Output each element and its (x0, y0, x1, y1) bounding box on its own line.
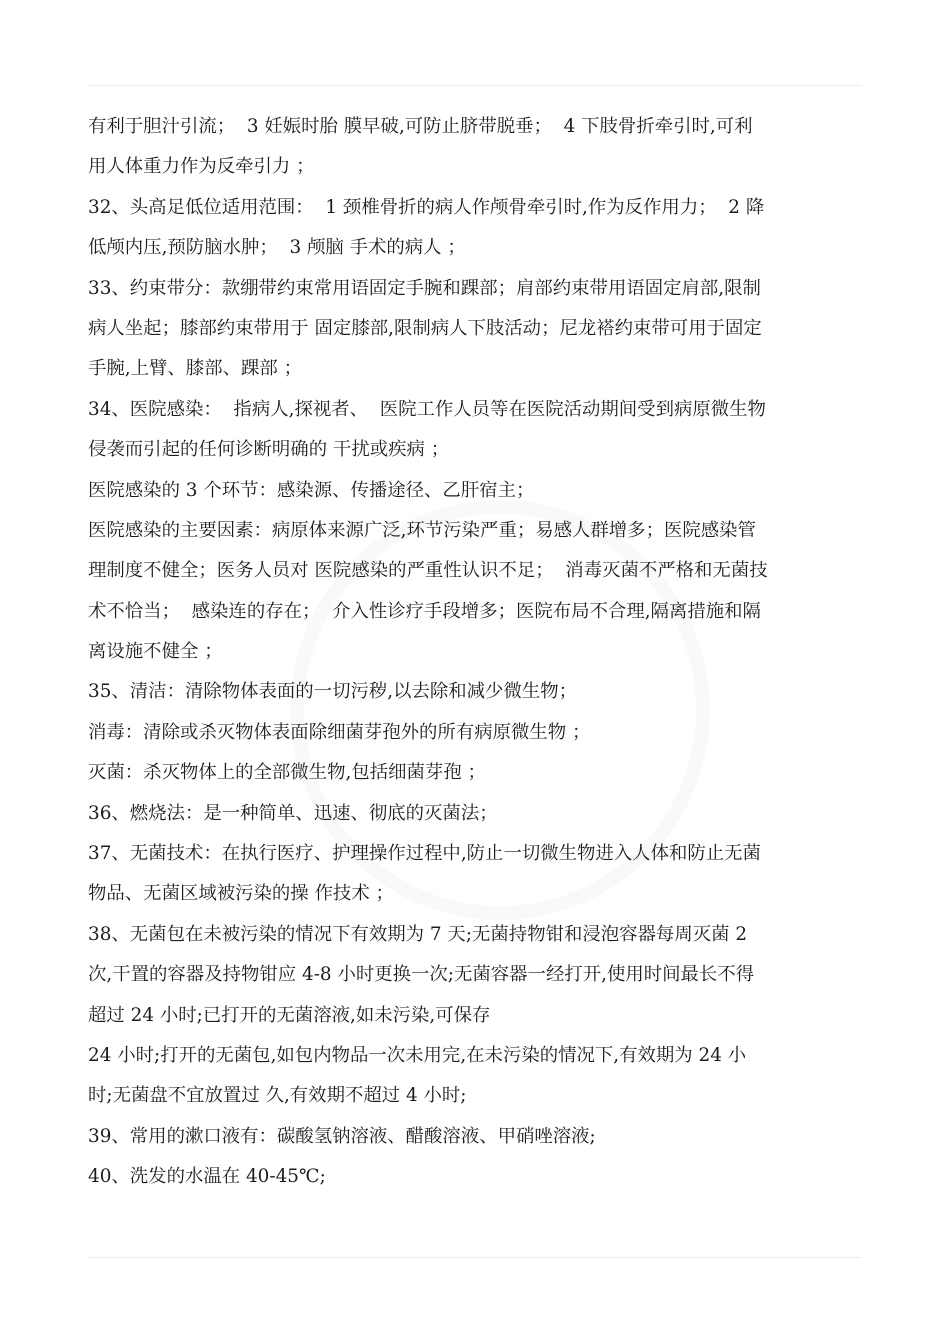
text-line: 物品、无菌区域被污染的操 作技术 ； (88, 883, 394, 905)
text-line: 有利于胆汁引流； 3 妊娠时胎 膜早破,可防止脐带脱垂； 4 下肢骨折牵引时,可利 (88, 116, 753, 137)
text-line: 理制度不健全；医务人员对 医院感染的严重性认识不足； 消毒灭菌不严格和无菌技 (88, 560, 768, 582)
text-line: 32、头高足低位适用范围： 1 颈椎骨折的病人作颅骨牵引时,作为反作用力； 2 降 (88, 196, 765, 218)
text-line: 病人坐起；膝部约束带用于 固定膝部,限制病人下肢活动；尼龙褡约束带可用于固定 (88, 317, 762, 339)
text-line: 35、清洁：清除物体表面的一切污秽,以去除和减少微生物； (88, 681, 578, 703)
text-line: 38、无菌包在未被污染的情况下有效期为 7 天;无菌持物钳和浸泡容器每周灭菌 2 (88, 923, 748, 945)
document-body (88, 107, 863, 1198)
text-line: 次,干置的容器及持物钳应 4-8 小时更换一次;无菌容器一经打开,使用时间最长不得 (88, 964, 755, 986)
text-line: 医院感染的 3 个环节：感染源、传播途径、乙肝宿主； (88, 479, 535, 501)
footer-divider (88, 1257, 862, 1258)
header-divider (88, 85, 862, 86)
text-line: 33、约束带分：款绷带约束常用语固定手腕和踝部；肩部约束带用语固定肩部,限制 (88, 277, 761, 299)
text-line: 消毒：清除或杀灭物体表面除细菌芽孢外的所有病原微生物 ； (88, 721, 591, 743)
text-line: 手腕,上臂、膝部、踝部 ； (88, 358, 302, 380)
text-line: 医院感染的主要因素：病原体来源广泛,环节污染严重；易感人群增多；医院感染管 (88, 519, 756, 541)
text-line: 34、医院感染： 指病人,探视者、 医院工作人员等在医院活动期间受到病原微生物 (88, 398, 766, 420)
text-line: 用人体重力作为反牵引力 ； (88, 156, 315, 178)
text-line: 离设施不健全 ； (88, 641, 223, 663)
text-line: 超过 24 小时;已打开的无菌溶液,如未污染,可保存 (88, 1004, 491, 1026)
text-line: 灭菌：杀灭物体上的全部微生物,包括细菌芽孢 ； (88, 762, 486, 784)
text-line: 低颅内压,预防脑水肿； 3 颅脑 手术的病人 ； (88, 237, 466, 259)
text-line: 术不恰当； 感染连的存在； 介入性诊疗手段增多；医院布局不合理,隔离措施和隔 (88, 600, 761, 622)
text-line: 36、燃烧法：是一种简单、迅速、彻底的灭菌法； (88, 802, 498, 824)
text-line: 时;无菌盘不宜放置过 久,有效期不超过 4 小时; (88, 1085, 467, 1107)
text-line: 侵袭而引起的任何诊断明确的 干扰或疾病 ； (88, 439, 450, 461)
text-line: 40、洗发的水温在 40-45℃; (88, 1166, 326, 1188)
text-line: 24 小时;打开的无菌包,如包内物品一次未用完,在未污染的情况下,有效期为 24 小 (88, 1044, 747, 1066)
text-line: 39、常用的漱口液有：碳酸氢钠溶液、醋酸溶液、甲硝唑溶液; (88, 1125, 596, 1147)
text-line: 37、无菌技术：在执行医疗、护理操作过程中,防止一切微生物进入人体和防止无菌 (88, 843, 761, 865)
